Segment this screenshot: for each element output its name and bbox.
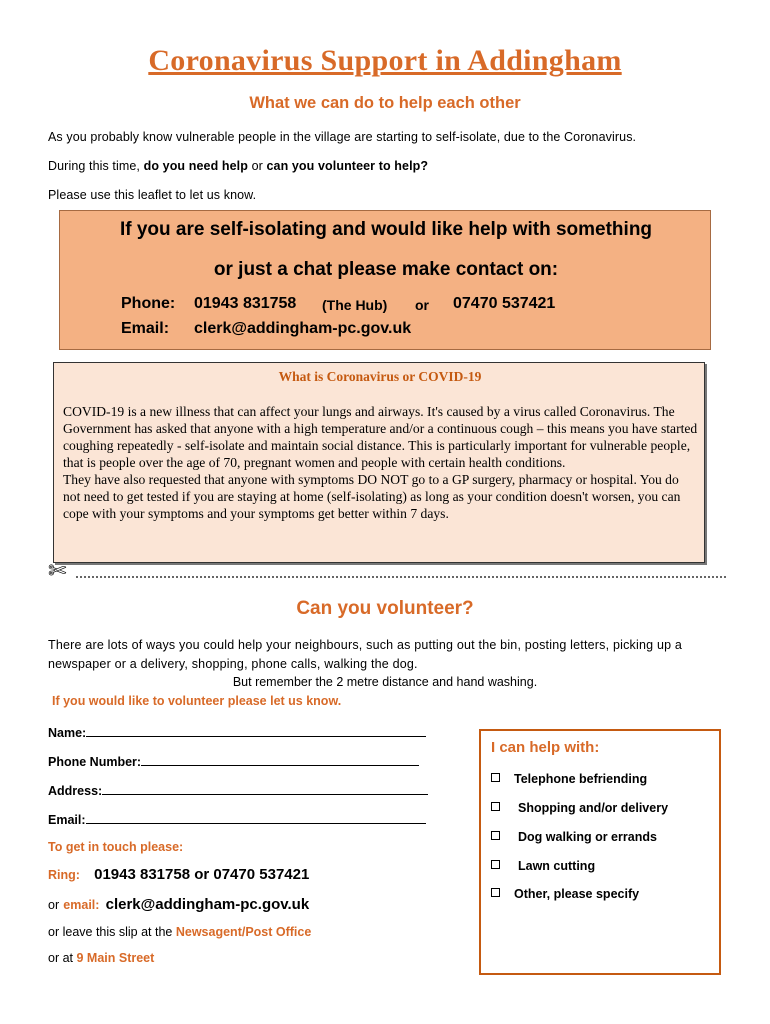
- intro-line-3: Please use this leaflet to let us know.: [48, 188, 257, 202]
- checkbox-icon[interactable]: [491, 860, 500, 869]
- intro-line-2: [48, 159, 428, 173]
- phone-number-mobile: 07470 537421: [453, 295, 556, 312]
- form-email-row: [48, 811, 426, 827]
- phone-label: Phone:: [121, 295, 176, 312]
- volunteer-reminder: But remember the 2 metre distance and hand washing.: [232, 675, 538, 689]
- slip-email: clerk@addingham-pc.gov.uk: [105, 896, 310, 913]
- form-email-label: Email:: [48, 813, 86, 827]
- volunteer-invite: If you would like to volunteer please let us know.: [52, 694, 342, 708]
- help-option-label: Telephone befriending: [514, 772, 648, 786]
- help-option-dog-walking[interactable]: [491, 830, 657, 844]
- leave-slip-row: [48, 925, 311, 939]
- covid-info-box: [53, 362, 705, 563]
- email-row-label: email:: [63, 898, 100, 912]
- name-label: Name:: [48, 726, 87, 740]
- name-field[interactable]: [86, 724, 426, 737]
- get-in-touch-label: To get in touch please:: [48, 840, 184, 854]
- intro-line-2-prefix: During this time,: [48, 159, 141, 173]
- covid-box-title: What is Coronavirus or COVID-19: [278, 369, 482, 384]
- phone-number-hub: 01943 831758: [194, 295, 297, 312]
- phone-number-field[interactable]: [141, 753, 419, 766]
- phone-number-label: Phone Number:: [48, 755, 142, 769]
- page-subtitle: What we can do to help each other: [249, 94, 521, 112]
- or-at: or at: [48, 951, 74, 965]
- contact-email: clerk@addingham-pc.gov.uk: [194, 320, 412, 337]
- checkbox-icon[interactable]: [491, 888, 500, 897]
- cut-line: [76, 576, 726, 578]
- page-title: Coronavirus Support in Addingham: [148, 44, 622, 77]
- volunteer-text: There are lots of ways you could help your neighbours, such as putting out the bin, posting letters, picking up a newspaper or a delivery, shopping, phone calls, walking the dog.: [48, 638, 683, 671]
- newsagent-location: Newsagent/Post Office: [175, 925, 312, 939]
- checkbox-icon[interactable]: [491, 773, 500, 782]
- covid-paragraph-1: COVID-19 is a new illness that can affect your lungs and airways. It's caused by a virus called Coronavirus. The Government has asked that anyone with a high temperature and/or a continuous cough – this means you have started coughing repeatedly - self-isolate and maintain social distance. This is particularly important for vulnerable people, that is people over the age of 70, pregnant women and people with certain health conditions.: [63, 404, 698, 470]
- help-option-other[interactable]: [491, 887, 639, 901]
- leave-prefix: or leave this slip at the: [48, 925, 173, 939]
- need-help-text: do you need help: [143, 159, 248, 173]
- email-label: Email:: [121, 320, 170, 337]
- help-options-box: [479, 729, 721, 975]
- contact-box: [59, 210, 711, 350]
- help-box-title: I can help with:: [491, 739, 600, 756]
- main-street-address: 9 Main Street: [76, 951, 155, 965]
- help-option-label: Shopping and/or delivery: [518, 801, 669, 815]
- volunteer-question: can you volunteer to help?: [266, 159, 429, 173]
- ring-label: Ring:: [48, 868, 80, 882]
- email-or: or: [48, 898, 60, 912]
- help-option-lawn[interactable]: [491, 859, 595, 873]
- intro-line-1: As you probably know vulnerable people in the village are starting to self-isolate, due to the Coronavirus.: [48, 130, 637, 144]
- scissors-icon: ✄: [48, 558, 67, 583]
- help-option-label: Other, please specify: [514, 887, 640, 901]
- covid-paragraph-2: They have also requested that anyone with symptoms DO NOT go to a GP surgery, pharmacy or hospital. You do not need to get tested if you are staying at home (self-isolating) as long as your condition doesn't worsen, you can cope with your symptoms and your symptoms get better within 7 days.: [63, 472, 681, 521]
- phone-note: (The Hub): [322, 297, 388, 313]
- form-name-row: [48, 724, 426, 740]
- contact-box-line-2: or just a chat please make contact on:: [213, 259, 559, 280]
- contact-box-line-1: If you are self-isolating and would like help with something: [119, 219, 653, 240]
- help-option-label: Dog walking or errands: [518, 830, 657, 844]
- checkbox-icon[interactable]: [491, 831, 500, 840]
- form-address-row: [48, 782, 428, 798]
- address-field[interactable]: [102, 782, 428, 795]
- main-street-row: [48, 951, 154, 965]
- intro-or: or: [251, 159, 263, 173]
- help-option-label: Lawn cutting: [518, 859, 596, 873]
- checkbox-icon[interactable]: [491, 802, 500, 811]
- covid-box-text: [63, 403, 699, 522]
- form-phone-row: [48, 753, 419, 769]
- volunteer-heading: Can you volunteer?: [296, 598, 474, 619]
- ring-row: [48, 866, 309, 883]
- email-field[interactable]: [86, 811, 426, 824]
- email-row: [48, 896, 309, 913]
- ring-numbers: 01943 831758 or 07470 537421: [94, 866, 310, 883]
- phone-or: or: [415, 297, 429, 313]
- help-option-shopping[interactable]: [491, 801, 668, 815]
- help-option-telephone[interactable]: [491, 772, 647, 786]
- address-label: Address:: [48, 784, 103, 798]
